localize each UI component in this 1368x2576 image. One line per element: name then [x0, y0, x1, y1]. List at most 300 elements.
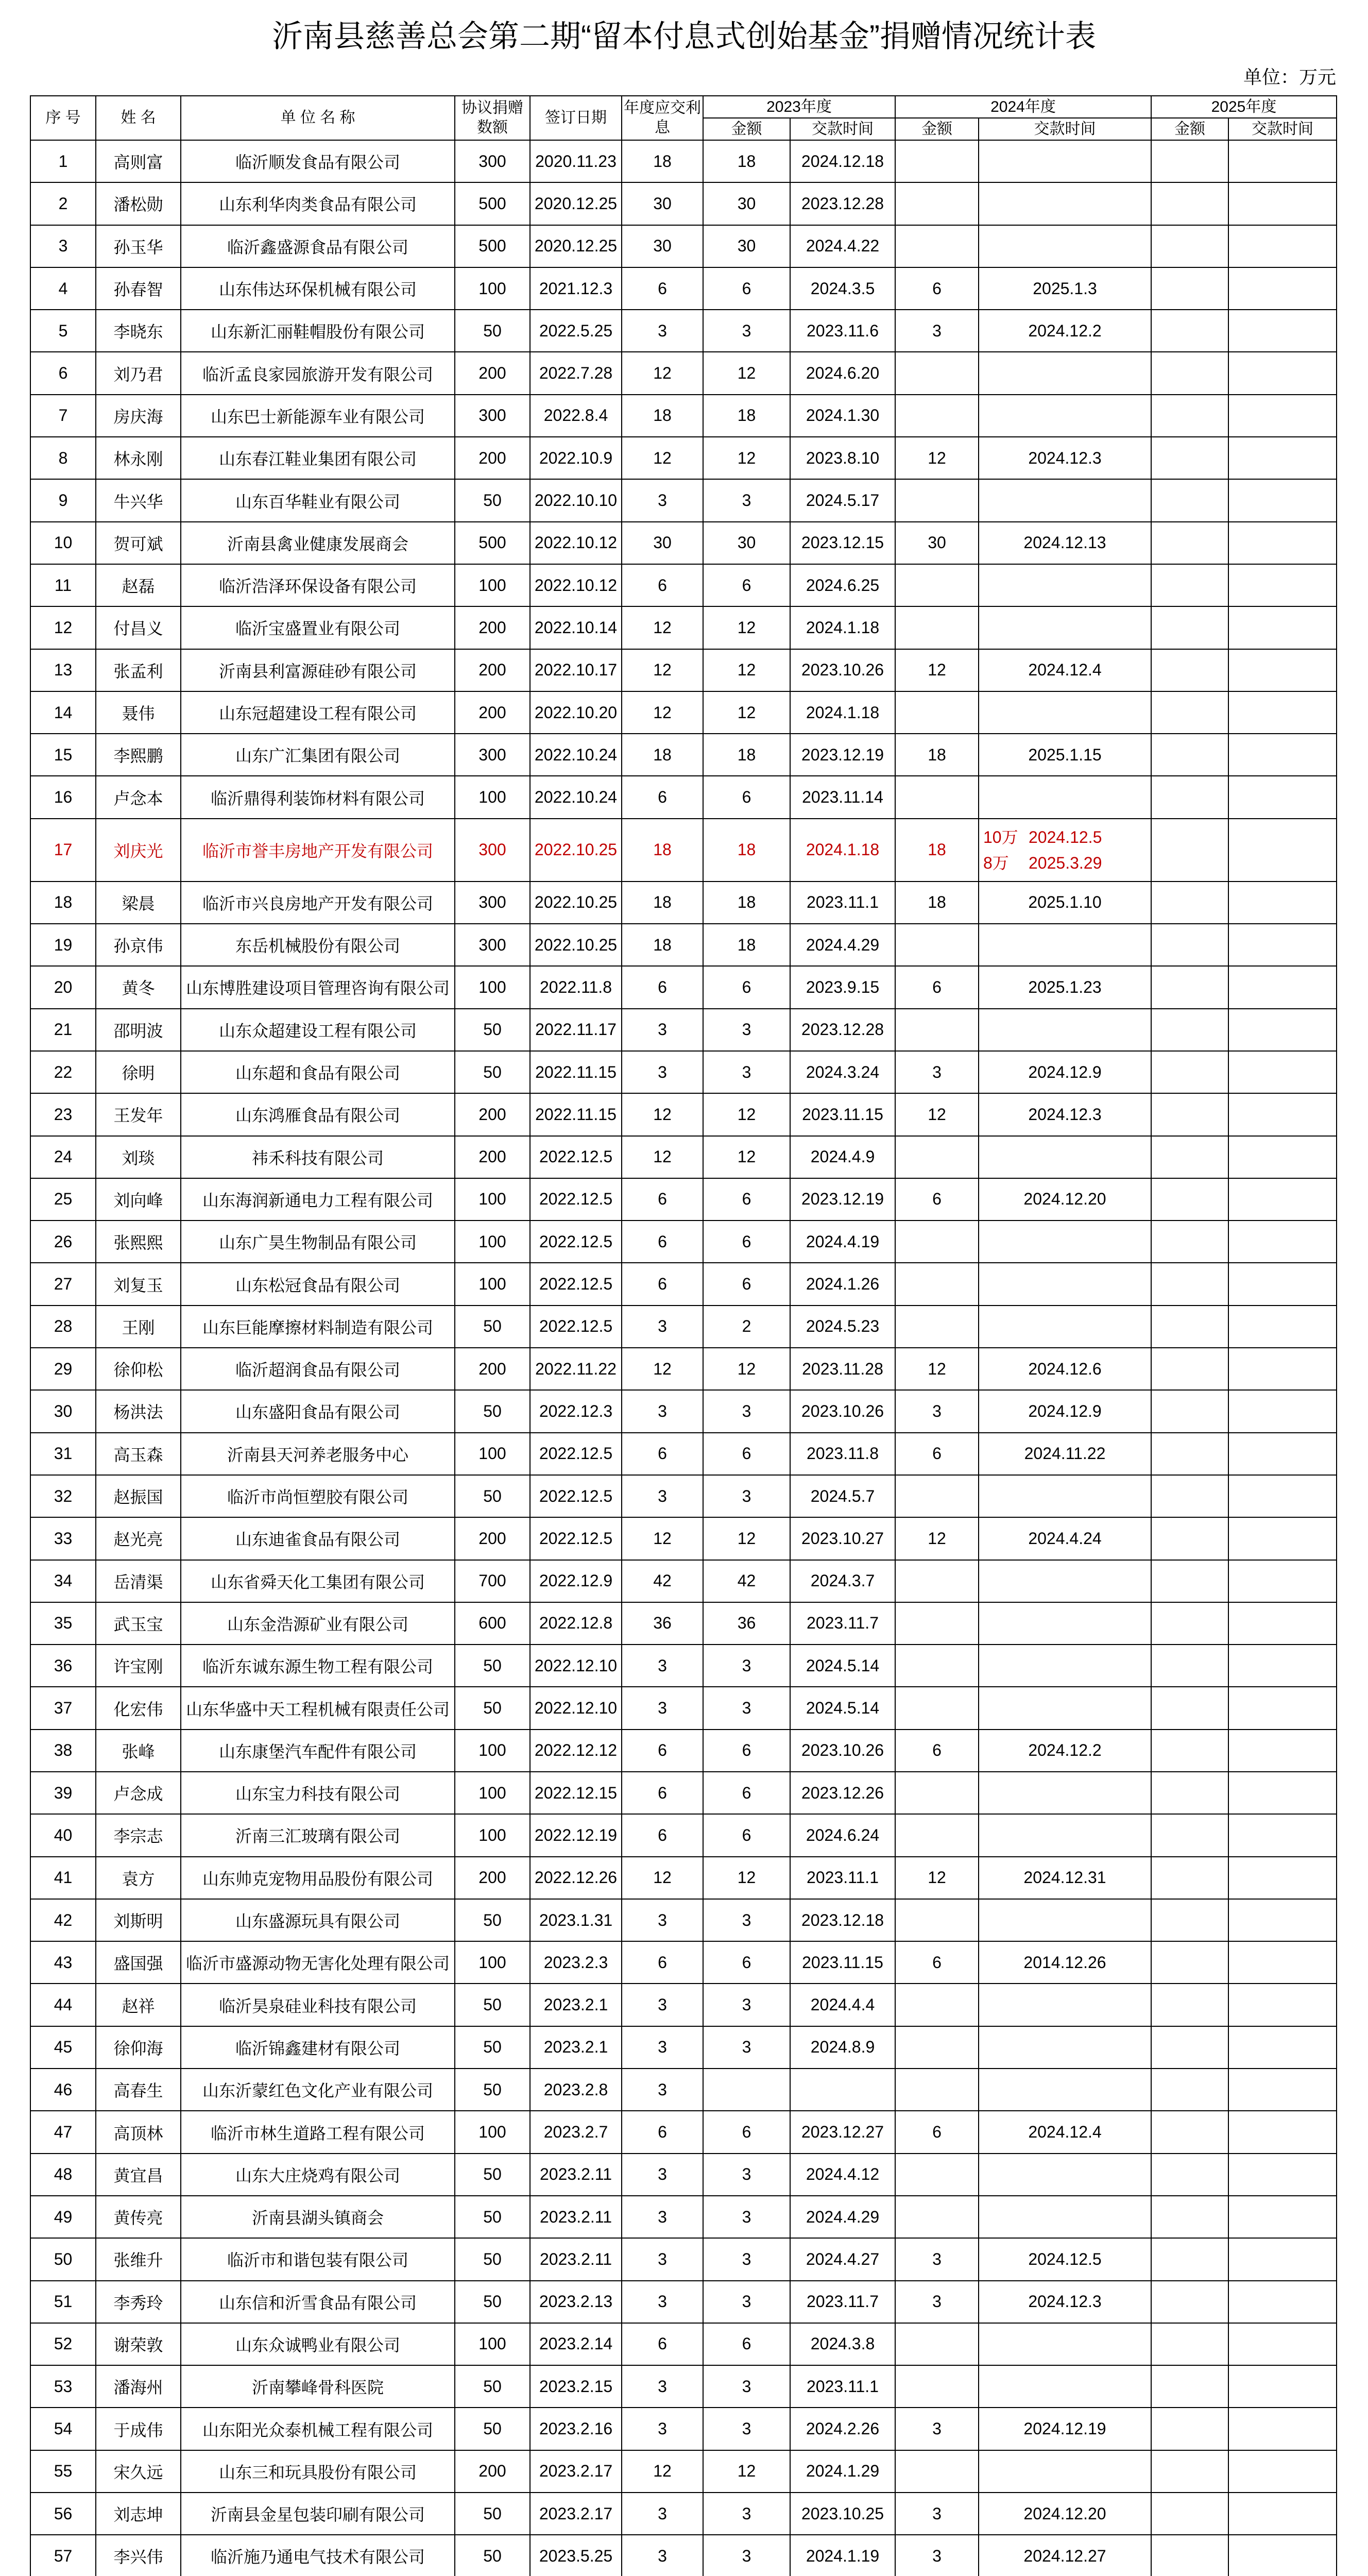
cell-pledge: 100	[455, 1941, 530, 1984]
cell-pledge: 500	[455, 225, 530, 267]
cell-2023-amount: 6	[703, 1814, 790, 1856]
header-year-2023: 2023年度	[703, 96, 895, 118]
cell-index: 10	[30, 522, 96, 564]
cell-company: 山东广昊生物制品有限公司	[181, 1221, 455, 1263]
cell-2024-amount: 12	[895, 437, 979, 479]
cell-name: 聂伟	[96, 691, 181, 734]
cell-2024-paid-date: 2025.1.23	[979, 966, 1151, 1008]
cell-sign-date: 2023.2.11	[530, 2154, 622, 2196]
cell-2025-amount	[1151, 1136, 1228, 1178]
cell-index: 8	[30, 437, 96, 479]
cell-2025-paid-date	[1228, 1857, 1337, 1899]
cell-2025-amount	[1151, 1178, 1228, 1221]
cell-2023-amount: 12	[703, 1136, 790, 1178]
cell-company: 山东巨能摩擦材料制造有限公司	[181, 1306, 455, 1348]
cell-2025-paid-date	[1228, 1687, 1337, 1729]
cell-company: 山东新汇丽鞋帽股份有限公司	[181, 310, 455, 352]
table-row	[30, 267, 1337, 310]
cell-index: 37	[30, 1687, 96, 1729]
table-row	[30, 310, 1337, 352]
cell-2023-paid-date: 2023.10.27	[790, 1517, 895, 1560]
cell-annual-interest: 3	[622, 1687, 703, 1729]
cell-2023-amount: 3	[703, 2281, 790, 2323]
cell-sign-date: 2023.2.1	[530, 2026, 622, 2069]
cell-sign-date: 2022.12.8	[530, 1602, 622, 1645]
cell-name: 黄冬	[96, 966, 181, 1008]
cell-index: 38	[30, 1730, 96, 1772]
cell-pledge: 200	[455, 352, 530, 394]
cell-annual-interest: 18	[622, 819, 703, 882]
cell-2024-amount: 30	[895, 522, 979, 564]
cell-pledge: 50	[455, 310, 530, 352]
cell-2024-paid-date: 2025.1.3	[979, 267, 1151, 310]
cell-annual-interest: 6	[622, 776, 703, 818]
cell-2024-paid-date	[979, 140, 1151, 182]
cell-2024-amount	[895, 1602, 979, 1645]
cell-2024-paid-date	[979, 2026, 1151, 2069]
cell-index: 29	[30, 1348, 96, 1390]
cell-annual-interest: 3	[622, 2281, 703, 2323]
cell-index: 34	[30, 1560, 96, 1602]
cell-2025-amount	[1151, 2281, 1228, 2323]
cell-annual-interest: 3	[622, 1390, 703, 1432]
cell-company: 沂南县天河养老服务中心	[181, 1433, 455, 1475]
cell-2025-paid-date	[1228, 2111, 1337, 2153]
cell-2023-paid-date: 2023.12.26	[790, 1772, 895, 1814]
cell-annual-interest: 6	[622, 564, 703, 606]
cell-index: 54	[30, 2408, 96, 2450]
cell-sign-date: 2022.8.4	[530, 395, 622, 437]
cell-2024-amount: 18	[895, 819, 979, 882]
cell-annual-interest: 12	[622, 1517, 703, 1560]
cell-2024-paid-date: 2024.12.2	[979, 310, 1151, 352]
cell-2025-amount	[1151, 1645, 1228, 1687]
cell-company: 临沂孟良家园旅游开发有限公司	[181, 352, 455, 394]
cell-sign-date: 2022.11.15	[530, 1093, 622, 1136]
cell-pledge: 300	[455, 819, 530, 882]
cell-2024-paid-date: 2014.12.26	[979, 1941, 1151, 1984]
cell-annual-interest: 30	[622, 522, 703, 564]
cell-annual-interest: 6	[622, 2323, 703, 2365]
cell-pledge: 50	[455, 1984, 530, 2026]
cell-2023-paid-date: 2024.1.26	[790, 1263, 895, 1305]
header-2023-paid-date: 交款时间	[790, 118, 895, 140]
table-row	[30, 225, 1337, 267]
cell-2025-amount	[1151, 966, 1228, 1008]
cell-2024-amount	[895, 1263, 979, 1305]
cell-2025-paid-date	[1228, 395, 1337, 437]
cell-2024-paid-date	[979, 1645, 1151, 1687]
cell-2024-paid-date	[979, 606, 1151, 649]
cell-2023-paid-date: 2024.1.30	[790, 395, 895, 437]
cell-2024-amount	[895, 1009, 979, 1051]
cell-sign-date: 2023.2.17	[530, 2450, 622, 2493]
cell-annual-interest: 18	[622, 395, 703, 437]
cell-sign-date: 2023.5.25	[530, 2535, 622, 2576]
table-row	[30, 352, 1337, 394]
payment-line	[983, 850, 1150, 876]
cell-2025-paid-date	[1228, 522, 1337, 564]
cell-annual-interest: 12	[622, 1348, 703, 1390]
cell-name: 王刚	[96, 1306, 181, 1348]
cell-2023-amount: 12	[703, 2450, 790, 2493]
cell-2024-amount: 6	[895, 2111, 979, 2153]
cell-2023-paid-date: 2024.6.24	[790, 1814, 895, 1856]
cell-pledge: 300	[455, 882, 530, 924]
cell-annual-interest: 6	[622, 1730, 703, 1772]
cell-sign-date: 2022.12.3	[530, 1390, 622, 1432]
table-row	[30, 882, 1337, 924]
cell-2024-amount	[895, 1560, 979, 1602]
cell-annual-interest: 3	[622, 310, 703, 352]
table-body	[30, 140, 1337, 2576]
cell-sign-date: 2020.12.25	[530, 182, 622, 225]
cell-2023-amount: 12	[703, 1517, 790, 1560]
cell-company: 山东三和玩具股份有限公司	[181, 2450, 455, 2493]
cell-annual-interest: 30	[622, 225, 703, 267]
cell-company: 山东信和沂雪食品有限公司	[181, 2281, 455, 2323]
table-row	[30, 2408, 1337, 2450]
cell-index: 42	[30, 1899, 96, 1941]
cell-2023-paid-date: 2023.12.28	[790, 1009, 895, 1051]
cell-2024-amount	[895, 2450, 979, 2493]
cell-2023-amount: 12	[703, 437, 790, 479]
cell-pledge: 300	[455, 734, 530, 776]
cell-company: 临沂鼎得利装饰材料有限公司	[181, 776, 455, 818]
cell-2025-paid-date	[1228, 924, 1337, 966]
cell-name: 梁晨	[96, 882, 181, 924]
table-row	[30, 649, 1337, 691]
cell-annual-interest: 3	[622, 2493, 703, 2535]
cell-pledge: 100	[455, 1814, 530, 1856]
cell-2025-paid-date	[1228, 1517, 1337, 1560]
cell-2024-amount	[895, 1475, 979, 1517]
cell-2023-paid-date: 2024.3.8	[790, 2323, 895, 2365]
cell-2023-amount: 18	[703, 924, 790, 966]
cell-company: 临沂昊泉硅业科技有限公司	[181, 1984, 455, 2026]
cell-2025-paid-date	[1228, 2323, 1337, 2365]
cell-sign-date: 2022.7.28	[530, 352, 622, 394]
cell-2024-amount	[895, 924, 979, 966]
cell-name: 宋久远	[96, 2450, 181, 2493]
cell-pledge: 50	[455, 479, 530, 521]
cell-company: 临沂施乃通电气技术有限公司	[181, 2535, 455, 2576]
cell-2023-amount: 30	[703, 522, 790, 564]
cell-company: 山东鸿雁食品有限公司	[181, 1093, 455, 1136]
cell-company: 祎禾科技有限公司	[181, 1136, 455, 1178]
cell-pledge: 200	[455, 1093, 530, 1136]
cell-company: 山东冠超建设工程有限公司	[181, 691, 455, 734]
cell-index: 20	[30, 966, 96, 1008]
cell-annual-interest: 12	[622, 1136, 703, 1178]
cell-name: 李秀玲	[96, 2281, 181, 2323]
cell-sign-date: 2022.10.25	[530, 924, 622, 966]
cell-2023-paid-date: 2023.8.10	[790, 437, 895, 479]
cell-2024-paid-date	[979, 2323, 1151, 2365]
cell-company: 沂南攀峰骨科医院	[181, 2365, 455, 2408]
cell-2024-amount: 12	[895, 1517, 979, 1560]
cell-name: 刘琰	[96, 1136, 181, 1178]
cell-name: 徐明	[96, 1051, 181, 1093]
cell-name: 张维升	[96, 2238, 181, 2280]
cell-index: 32	[30, 1475, 96, 1517]
cell-2025-amount	[1151, 1857, 1228, 1899]
cell-2025-amount	[1151, 522, 1228, 564]
cell-2025-paid-date	[1228, 182, 1337, 225]
cell-index: 39	[30, 1772, 96, 1814]
cell-name: 孙京伟	[96, 924, 181, 966]
cell-pledge: 50	[455, 2535, 530, 2576]
cell-2023-amount: 3	[703, 2196, 790, 2238]
cell-2025-amount	[1151, 437, 1228, 479]
cell-2023-paid-date: 2024.1.18	[790, 606, 895, 649]
cell-index: 5	[30, 310, 96, 352]
cell-2024-amount: 3	[895, 1390, 979, 1432]
cell-2025-amount	[1151, 140, 1228, 182]
cell-2024-paid-date	[979, 2154, 1151, 2196]
cell-2025-paid-date	[1228, 479, 1337, 521]
cell-2023-paid-date: 2023.10.26	[790, 1390, 895, 1432]
cell-2025-amount	[1151, 734, 1228, 776]
cell-2023-amount: 6	[703, 776, 790, 818]
cell-2023-paid-date: 2023.11.14	[790, 776, 895, 818]
cell-2025-amount	[1151, 1517, 1228, 1560]
cell-company: 沂南三汇玻璃有限公司	[181, 1814, 455, 1856]
cell-2023-paid-date: 2023.11.8	[790, 1433, 895, 1475]
cell-2025-paid-date	[1228, 2535, 1337, 2576]
cell-2024-amount: 12	[895, 649, 979, 691]
cell-2024-amount: 3	[895, 2493, 979, 2535]
cell-pledge: 200	[455, 437, 530, 479]
cell-2025-amount	[1151, 2323, 1228, 2365]
cell-2023-paid-date: 2023.12.18	[790, 1899, 895, 1941]
cell-2024-amount: 6	[895, 1730, 979, 1772]
cell-2023-amount: 3	[703, 2238, 790, 2280]
cell-2024-paid-date	[979, 395, 1151, 437]
cell-sign-date: 2020.11.23	[530, 140, 622, 182]
cell-2023-paid-date: 2023.12.28	[790, 182, 895, 225]
table-row	[30, 2493, 1337, 2535]
cell-sign-date: 2022.10.24	[530, 734, 622, 776]
header-row-top	[30, 96, 1337, 118]
cell-annual-interest: 6	[622, 1263, 703, 1305]
cell-2024-amount	[895, 564, 979, 606]
table-row	[30, 2323, 1337, 2365]
cell-2025-amount	[1151, 1390, 1228, 1432]
cell-2023-paid-date	[790, 2069, 895, 2111]
table-row	[30, 966, 1337, 1008]
cell-2025-paid-date	[1228, 819, 1337, 882]
cell-name: 张峰	[96, 1730, 181, 1772]
table-row	[30, 2450, 1337, 2493]
cell-sign-date: 2022.12.5	[530, 1136, 622, 1178]
cell-name: 袁方	[96, 1857, 181, 1899]
donation-table	[30, 95, 1337, 2576]
cell-2024-paid-date	[979, 2069, 1151, 2111]
cell-sign-date: 2023.2.11	[530, 2196, 622, 2238]
cell-company: 临沂鑫盛源食品有限公司	[181, 225, 455, 267]
cell-name: 杨洪法	[96, 1390, 181, 1432]
cell-index: 41	[30, 1857, 96, 1899]
cell-2023-paid-date: 2024.5.23	[790, 1306, 895, 1348]
cell-annual-interest: 3	[622, 1306, 703, 1348]
cell-2023-amount: 3	[703, 1899, 790, 1941]
cell-annual-interest: 6	[622, 2111, 703, 2153]
table-row	[30, 1560, 1337, 1602]
cell-name: 邵明波	[96, 1009, 181, 1051]
cell-2025-paid-date	[1228, 649, 1337, 691]
cell-pledge: 200	[455, 606, 530, 649]
cell-2025-amount	[1151, 606, 1228, 649]
cell-index: 35	[30, 1602, 96, 1645]
cell-2025-amount	[1151, 649, 1228, 691]
cell-index: 6	[30, 352, 96, 394]
cell-index: 45	[30, 2026, 96, 2069]
cell-2025-amount	[1151, 2535, 1228, 2576]
cell-sign-date: 2022.11.15	[530, 1051, 622, 1093]
cell-2024-paid-date: 2025.1.10	[979, 882, 1151, 924]
cell-2024-amount	[895, 1899, 979, 1941]
cell-company: 山东海润新通电力工程有限公司	[181, 1178, 455, 1221]
cell-2025-amount	[1151, 267, 1228, 310]
cell-company: 临沂市誉丰房地产开发有限公司	[181, 819, 455, 882]
cell-2024-amount: 3	[895, 1051, 979, 1093]
cell-annual-interest: 6	[622, 267, 703, 310]
cell-company: 东岳机械股份有限公司	[181, 924, 455, 966]
cell-sign-date: 2022.12.5	[530, 1263, 622, 1305]
cell-2025-paid-date	[1228, 225, 1337, 267]
cell-pledge: 200	[455, 1857, 530, 1899]
cell-2024-amount	[895, 1221, 979, 1263]
table-row	[30, 2535, 1337, 2576]
cell-sign-date: 2022.12.5	[530, 1517, 622, 1560]
cell-sign-date: 2022.10.10	[530, 479, 622, 521]
cell-2023-paid-date: 2024.3.7	[790, 1560, 895, 1602]
cell-2025-paid-date	[1228, 1941, 1337, 1984]
cell-pledge: 50	[455, 1475, 530, 1517]
cell-2023-amount: 3	[703, 2154, 790, 2196]
cell-company: 山东盛阳食品有限公司	[181, 1390, 455, 1432]
table-row	[30, 1602, 1337, 1645]
cell-pledge: 200	[455, 649, 530, 691]
cell-name: 付昌义	[96, 606, 181, 649]
cell-2025-amount	[1151, 395, 1228, 437]
header-2025-paid-date: 交款时间	[1228, 118, 1337, 140]
cell-index: 22	[30, 1051, 96, 1093]
cell-sign-date: 2023.2.17	[530, 2493, 622, 2535]
cell-pledge: 200	[455, 1517, 530, 1560]
cell-2023-amount: 18	[703, 395, 790, 437]
cell-2024-paid-date	[979, 1772, 1151, 1814]
cell-pledge: 50	[455, 2365, 530, 2408]
cell-2023-paid-date: 2024.5.17	[790, 479, 895, 521]
cell-2025-amount	[1151, 2238, 1228, 2280]
cell-2025-paid-date	[1228, 691, 1337, 734]
cell-2025-amount	[1151, 2154, 1228, 2196]
cell-2024-amount	[895, 225, 979, 267]
table-row	[30, 1941, 1337, 1984]
cell-annual-interest: 3	[622, 1645, 703, 1687]
cell-company: 山东巴士新能源车业有限公司	[181, 395, 455, 437]
cell-2023-paid-date: 2024.6.25	[790, 564, 895, 606]
cell-sign-date: 2022.10.9	[530, 437, 622, 479]
cell-2023-amount: 30	[703, 225, 790, 267]
cell-2024-amount	[895, 479, 979, 521]
cell-name: 黄传亮	[96, 2196, 181, 2238]
cell-2024-paid-date: 2024.12.4	[979, 649, 1151, 691]
cell-2023-paid-date: 2023.11.6	[790, 310, 895, 352]
cell-annual-interest: 6	[622, 966, 703, 1008]
cell-2023-paid-date: 2024.2.26	[790, 2408, 895, 2450]
cell-2023-amount: 3	[703, 1687, 790, 1729]
cell-2025-amount	[1151, 182, 1228, 225]
cell-2023-amount: 3	[703, 1645, 790, 1687]
cell-company: 山东春江鞋业集团有限公司	[181, 437, 455, 479]
cell-name: 化宏伟	[96, 1687, 181, 1729]
cell-2025-amount	[1151, 691, 1228, 734]
cell-annual-interest: 3	[622, 1475, 703, 1517]
table-row	[30, 1984, 1337, 2026]
cell-index: 48	[30, 2154, 96, 2196]
cell-annual-interest: 12	[622, 649, 703, 691]
table-row	[30, 1857, 1337, 1899]
cell-2023-amount: 6	[703, 1941, 790, 1984]
cell-2024-amount: 12	[895, 1857, 979, 1899]
cell-sign-date: 2022.10.24	[530, 776, 622, 818]
header-2023-amount: 金额	[703, 118, 790, 140]
cell-name: 房庆海	[96, 395, 181, 437]
cell-2023-amount: 3	[703, 1984, 790, 2026]
cell-2023-amount: 12	[703, 352, 790, 394]
cell-2025-amount	[1151, 2069, 1228, 2111]
cell-2023-amount: 3	[703, 1051, 790, 1093]
cell-2023-paid-date: 2023.10.26	[790, 1730, 895, 1772]
cell-company: 沂南县湖头镇商会	[181, 2196, 455, 2238]
cell-2025-paid-date	[1228, 564, 1337, 606]
cell-2025-paid-date	[1228, 2154, 1337, 2196]
cell-2023-paid-date: 2024.8.9	[790, 2026, 895, 2069]
cell-pledge: 700	[455, 1560, 530, 1602]
cell-sign-date: 2022.12.9	[530, 1560, 622, 1602]
cell-2025-paid-date	[1228, 1093, 1337, 1136]
cell-2023-amount: 3	[703, 2365, 790, 2408]
cell-2025-amount	[1151, 1433, 1228, 1475]
cell-2023-amount: 18	[703, 819, 790, 882]
table-row	[30, 776, 1337, 818]
cell-2024-paid-date	[979, 1899, 1151, 1941]
cell-2023-paid-date: 2023.10.26	[790, 649, 895, 691]
cell-2025-amount	[1151, 2111, 1228, 2153]
cell-company: 山东阳光众泰机械工程有限公司	[181, 2408, 455, 2450]
cell-2023-amount: 42	[703, 1560, 790, 1602]
cell-2023-amount: 3	[703, 2535, 790, 2576]
cell-sign-date: 2022.12.5	[530, 1178, 622, 1221]
cell-2024-paid-date: 2025.1.15	[979, 734, 1151, 776]
cell-2025-paid-date	[1228, 776, 1337, 818]
cell-2024-amount	[895, 1984, 979, 2026]
cell-index: 25	[30, 1178, 96, 1221]
cell-pledge: 300	[455, 140, 530, 182]
cell-pledge: 200	[455, 2450, 530, 2493]
cell-2024-paid-date	[979, 1687, 1151, 1729]
cell-pledge: 50	[455, 1645, 530, 1687]
cell-2025-amount	[1151, 2493, 1228, 2535]
payment-date: 2025.3.29	[1029, 853, 1102, 872]
cell-index: 46	[30, 2069, 96, 2111]
cell-2024-paid-date: 2024.12.27	[979, 2535, 1151, 2576]
cell-2023-paid-date: 2023.12.27	[790, 2111, 895, 2153]
cell-sign-date: 2021.12.3	[530, 267, 622, 310]
